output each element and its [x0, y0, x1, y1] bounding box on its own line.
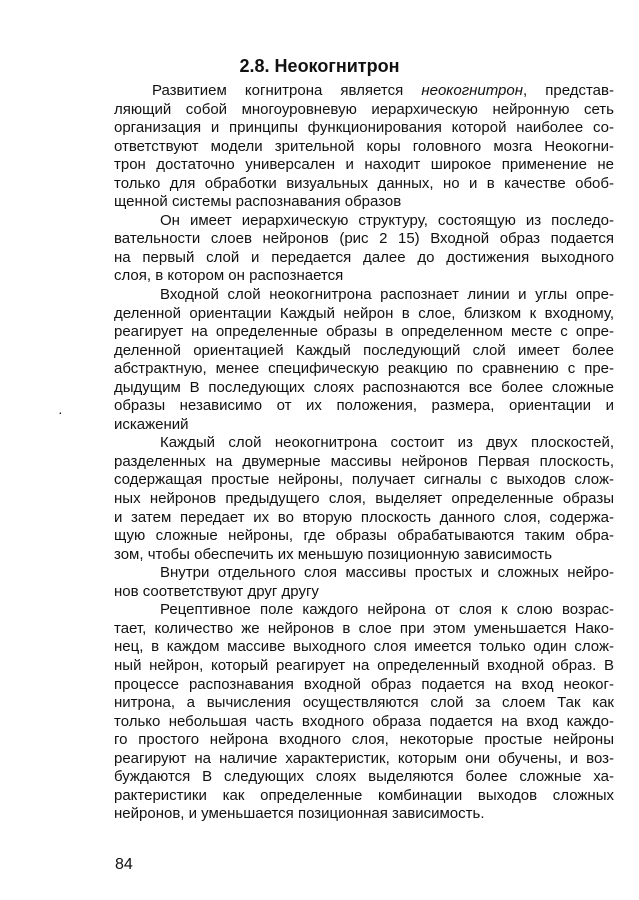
text-line: трон достаточно универсален и находит широкое применение не: [114, 156, 614, 174]
text-line: деленной ориентации Каждый нейрон в слое, близком к входному,: [114, 304, 614, 322]
text-line: разделенных на двумерные массивы нейронов Первая плоскость,: [114, 452, 614, 470]
page-number: 84: [115, 856, 133, 873]
text-line: нец, в каждом массиве выходного слоя имеется только один слож-: [114, 638, 614, 656]
text-line: деленной ориентацией Каждый последующий слой имеет более: [114, 341, 614, 359]
text-line: тает, количество же нейронов в слое при этом уменьшается Нако-: [114, 619, 614, 637]
text-line: Рецептивное поле каждого нейрона от слоя к слою возрас-: [160, 601, 614, 619]
text-line: вательности слоев нейронов (рис 2 15) Входной образ подается: [114, 230, 614, 248]
text-line: ответствуют модели зрительной коры головного мозга Неокогни-: [114, 137, 614, 155]
text-line: содержащая простые нейроны, получает сигналы с выходов слож-: [114, 471, 614, 489]
text-line: абстрактную, менее специфическую реакцию по сравнению с пре-: [114, 360, 614, 378]
text-line: реагирует на определенные образы в определенном месте с опре-: [114, 323, 614, 341]
text-line: Входной слой неокогнитрона распознает линии и углы опре-: [160, 286, 614, 304]
text-line: дыдущим В последующих слоях распознаются все более сложные: [114, 378, 614, 396]
text-line: Он имеет иерархическую структуру, состоящую из последо-: [160, 211, 614, 229]
text-line: Развитием когнитрона является неокогнитрон, представ-: [152, 82, 614, 99]
section-heading: 2.8. Неокогнитрон: [239, 56, 400, 76]
text-line: ный нейрон, который реагирует на определенный входной образ. В: [114, 656, 614, 674]
text-line: буждаются В следующих слоях выделяются более сложные ха-: [114, 768, 614, 786]
text-line: на первый слой и передается далее до достижения выходного: [114, 248, 614, 266]
body-text: [114, 82, 614, 824]
text-line: искажений: [114, 415, 189, 433]
text-line: Каждый слой неокогнитрона состоит из двух плоскостей,: [160, 434, 614, 452]
text-line: только для обработки визуальных данных, но и в качестве обоб-: [114, 174, 614, 192]
text-line: рактеристики как определенные комбинации выходов сложных: [114, 786, 614, 804]
text-line: ных нейронов предыдущего слоя, выделяет определенные образы: [114, 490, 614, 508]
stray-mark: ·: [58, 404, 63, 420]
text-line: Внутри отдельного слоя массивы простых и сложных нейро-: [160, 564, 614, 582]
text-line: го простого нейрона входного слоя, некоторые простые нейроны: [114, 731, 614, 749]
text-line: процессе распознавания входной образ подается на вход неоког-: [114, 675, 614, 693]
text-line: щую сложные нейроны, где образы обрабатываются таким обра-: [114, 527, 614, 545]
text-line: слоя, в котором он распознается: [114, 267, 344, 285]
text-line: щенной системы распознавания образов: [114, 193, 402, 211]
text-line: реагируют на наличие характеристик, которым они обучены, и воз-: [114, 749, 614, 767]
text-line: организация и принципы функционирования которой наиболее со-: [114, 119, 614, 137]
text-line: нейронов, и уменьшается позиционная зависимость.: [114, 805, 485, 823]
text-line: образы независимо от их положения, размера, ориентации и: [114, 397, 614, 415]
text-line: и затем передает их во вторую плоскость данного слоя, содержа-: [114, 508, 614, 526]
text-line: только небольшая часть входного образа подается на вход каждо-: [114, 712, 614, 730]
text-line: нитрона, а вычисления осуществляются слой за слоем Так как: [114, 694, 614, 712]
text-line: нов соответствуют друг другу: [114, 582, 319, 600]
text-line: зом, чтобы обеспечить их меньшую позиционную зависимость: [114, 545, 553, 563]
text-line: ляющий собой многоуровневую иерархическую нейронную сеть: [114, 100, 614, 118]
